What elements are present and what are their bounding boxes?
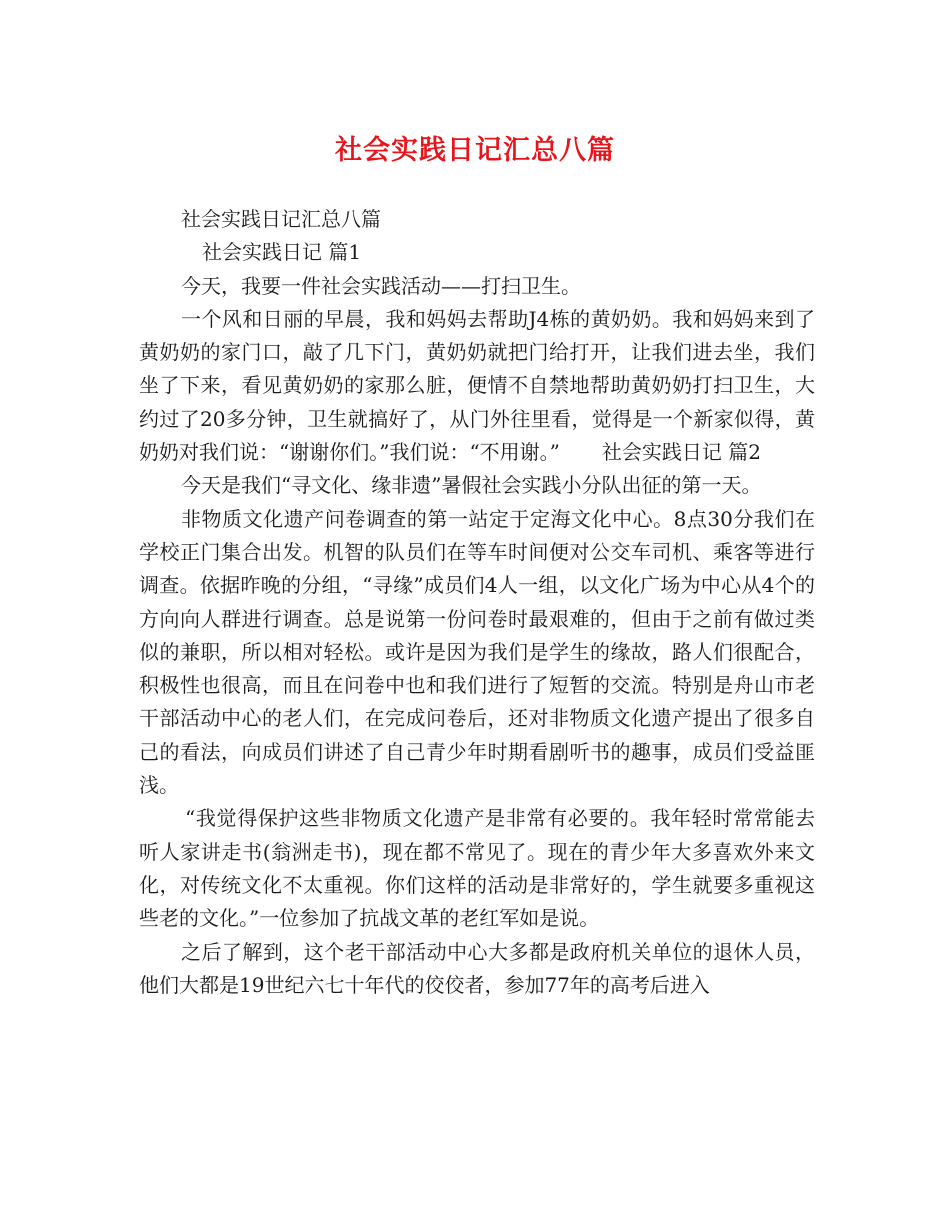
paragraph: 之后了解到，这个老干部活动中心大多都是政府机关单位的退休人员，他们大都是19世纪六七十年代的佼佼者，参加77年的高考后进入: [139, 939, 815, 997]
section-heading-1: 社会实践日记 篇1: [202, 240, 362, 265]
document-title: 社会实践日记汇总八篇: [335, 135, 615, 166]
paragraph-quote: “我觉得保护这些非物质文化遗产是非常有必要的。我年轻时常常能去听人家讲走书(翁洲走书)，现在都不常见了。现在的青少年大多喜欢外来文化，对传统文化不太重视。你们这样的活动是非常好的，学生就要多重视这些老的文化。”一位参加了抗战文革的老红军如是说。: [139, 806, 815, 931]
section-heading-2: 社会实践日记 篇2: [601, 440, 761, 465]
document-body: [139, 203, 815, 1002]
paragraph: 今天，我要一件社会实践活动——打扫卫生。: [181, 273, 581, 298]
paragraph: [139, 303, 815, 469]
paragraph: 今天是我们“寻文化、缘非遗”暑假社会实践小分队出征的第一天。: [181, 473, 762, 498]
paragraph-text: 一个风和日丽的早晨，我和妈妈去帮助J4栋的黄奶奶。我和妈妈来到了黄奶奶的家门口，敲了几下门，黄奶奶就把门给打开，让我们进去坐，我们坐了下来，看见黄奶奶的家那么脏，便情不自禁地帮助黄奶奶打扫卫生，大约过了20多分钟，卫生就搞好了，从门外往里看，觉得是一个新家似得，黄奶奶对我们说：“谢谢你们。”我们说：“不用谢。”: [139, 306, 815, 465]
paragraph: 非物质文化遗产问卷调查的第一站定于定海文化中心。8点30分我们在学校正门集合出发。机智的队员们在等车时间便对公交车司机、乘客等进行调查。依据昨晚的分组，“寻缘”成员们4人一组，以文化广场为中心从4个的方向向人群进行调查。总是说第一份问卷时最艰难的，但由于之前有做过类似的兼职，所以相对轻松。或许是因为我们是学生的缘故，路人们很配合，积极性也很高，而且在问卷中也和我们进行了短暂的交流。特别是舟山市老干部活动中心的老人们，在完成问卷后，还对非物质文化遗产提出了很多自己的看法，向成员们讲述了自己青少年时期看剧听书的趣事，成员们受益匪浅。: [139, 506, 815, 798]
paragraph-heading: 社会实践日记汇总八篇: [181, 207, 381, 231]
